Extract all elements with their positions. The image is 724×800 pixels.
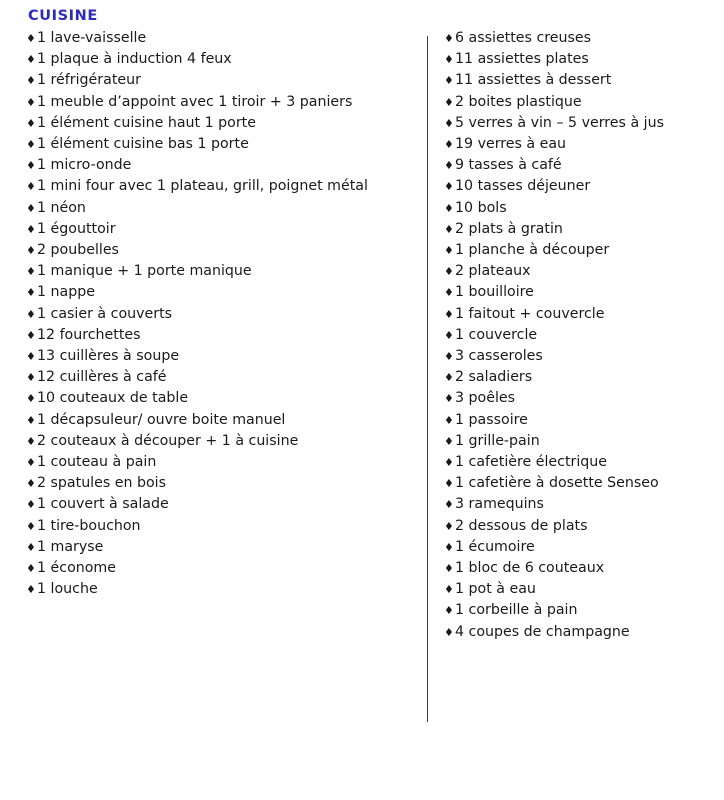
diamond-bullet-icon: ♦: [26, 244, 36, 258]
list-item: [26, 494, 410, 515]
list-item: [26, 537, 410, 558]
right-column: [410, 28, 710, 643]
diamond-bullet-icon: ♦: [26, 583, 36, 597]
list-item-label: 19 verres à eau: [455, 136, 567, 153]
list-item: [444, 622, 710, 643]
list-item: [444, 28, 710, 49]
diamond-bullet-icon: ♦: [26, 307, 36, 321]
diamond-bullet-icon: ♦: [26, 562, 36, 576]
diamond-bullet-icon: ♦: [444, 413, 454, 427]
list-item: [444, 558, 710, 579]
list-item: [26, 431, 410, 452]
two-column-layout: [14, 28, 710, 643]
list-item-label: 1 cafetière à dosette Senseo: [455, 475, 659, 492]
list-item: [26, 516, 410, 537]
diamond-bullet-icon: ♦: [26, 265, 36, 279]
list-item-label: 1 manique + 1 porte manique: [37, 263, 252, 280]
diamond-bullet-icon: ♦: [26, 540, 36, 554]
list-item-label: 10 tasses déjeuner: [455, 178, 591, 195]
list-item: [26, 579, 410, 600]
list-item-label: 1 louche: [37, 581, 98, 598]
diamond-bullet-icon: ♦: [26, 434, 36, 448]
diamond-bullet-icon: ♦: [26, 222, 36, 236]
list-item-label: 2 saladiers: [455, 369, 533, 386]
diamond-bullet-icon: ♦: [26, 201, 36, 215]
list-item-label: 1 couvert à salade: [37, 496, 169, 513]
list-item-label: 12 cuillères à café: [37, 369, 167, 386]
diamond-bullet-icon: ♦: [444, 562, 454, 576]
list-item: [26, 304, 410, 325]
list-item: [26, 410, 410, 431]
page-title: CUISINE: [28, 8, 98, 24]
diamond-bullet-icon: ♦: [444, 371, 454, 385]
diamond-bullet-icon: ♦: [444, 286, 454, 300]
list-item-label: 2 couteaux à découper + 1 à cuisine: [37, 432, 299, 449]
list-item-label: 1 élément cuisine haut 1 porte: [37, 114, 256, 131]
diamond-bullet-icon: ♦: [26, 53, 36, 67]
diamond-bullet-icon: ♦: [444, 138, 454, 152]
diamond-bullet-icon: ♦: [26, 159, 36, 173]
list-item: [26, 134, 410, 155]
list-item: [26, 49, 410, 70]
list-item: [26, 113, 410, 134]
list-item-label: 1 nappe: [37, 284, 95, 301]
diamond-bullet-icon: ♦: [444, 53, 454, 67]
diamond-bullet-icon: ♦: [444, 116, 454, 130]
list-item: [444, 304, 710, 325]
list-item-label: 1 couteau à pain: [37, 454, 157, 471]
list-item-label: 11 assiettes plates: [455, 51, 589, 68]
diamond-bullet-icon: ♦: [444, 350, 454, 364]
list-item: [26, 240, 410, 261]
diamond-bullet-icon: ♦: [26, 350, 36, 364]
list-item-label: 13 cuillères à soupe: [37, 348, 180, 365]
diamond-bullet-icon: ♦: [26, 371, 36, 385]
diamond-bullet-icon: ♦: [26, 519, 36, 533]
list-item: [26, 388, 410, 409]
diamond-bullet-icon: ♦: [26, 32, 36, 45]
diamond-bullet-icon: ♦: [26, 456, 36, 470]
list-item-label: 1 pot à eau: [455, 581, 536, 598]
list-item-label: 2 poubelles: [37, 242, 119, 259]
column-divider: [427, 36, 428, 722]
list-item: [26, 219, 410, 240]
list-item: [444, 155, 710, 176]
list-item: [444, 494, 710, 515]
list-item-label: 1 écumoire: [455, 538, 535, 555]
list-item: [444, 367, 710, 388]
diamond-bullet-icon: ♦: [444, 519, 454, 533]
list-item: [444, 410, 710, 431]
list-item: [444, 431, 710, 452]
list-item: [444, 176, 710, 197]
list-item: [444, 219, 710, 240]
list-item-label: 1 bloc de 6 couteaux: [455, 560, 605, 577]
list-item: [444, 113, 710, 134]
diamond-bullet-icon: ♦: [444, 456, 454, 470]
list-item: [26, 261, 410, 282]
diamond-bullet-icon: ♦: [444, 244, 454, 258]
list-item-label: 1 planche à découper: [455, 242, 610, 259]
list-item-label: 12 fourchettes: [37, 326, 141, 343]
list-item-label: 1 lave-vaisselle: [37, 30, 147, 46]
list-item: [26, 367, 410, 388]
list-item-label: 1 faitout + couvercle: [455, 305, 605, 322]
list-item-label: 1 passoire: [455, 411, 528, 428]
list-item-label: 1 corbeille à pain: [455, 602, 578, 619]
list-item: [444, 537, 710, 558]
list-item-label: 2 spatules en bois: [37, 475, 167, 492]
list-item: [444, 92, 710, 113]
list-item: [26, 325, 410, 346]
list-item: [26, 176, 410, 197]
diamond-bullet-icon: ♦: [444, 95, 454, 109]
diamond-bullet-icon: ♦: [444, 392, 454, 406]
list-item-label: 1 meuble d’appoint avec 1 tiroir + 3 paniers: [37, 93, 353, 110]
list-item: [26, 452, 410, 473]
list-item-label: 1 néon: [37, 199, 86, 216]
diamond-bullet-icon: ♦: [26, 413, 36, 427]
list-item-label: 11 assiettes à dessert: [455, 72, 612, 89]
diamond-bullet-icon: ♦: [444, 498, 454, 512]
list-item-label: 4 coupes de champagne: [455, 623, 630, 640]
diamond-bullet-icon: ♦: [26, 116, 36, 130]
list-item-label: 1 décapsuleur/ ouvre boite manuel: [37, 411, 286, 428]
list-item-label: 1 cafetière électrique: [455, 454, 608, 471]
diamond-bullet-icon: ♦: [444, 201, 454, 215]
list-item-label: 10 bols: [455, 199, 507, 216]
list-item: [26, 473, 410, 494]
list-item: [444, 600, 710, 621]
list-item: [444, 134, 710, 155]
inventory-list-right: [444, 28, 710, 643]
list-item-label: 2 boites plastique: [455, 93, 582, 110]
list-item: [444, 70, 710, 91]
diamond-bullet-icon: ♦: [26, 498, 36, 512]
list-item-label: 1 plaque à induction 4 feux: [37, 51, 232, 68]
list-item: [26, 282, 410, 303]
list-item: [444, 49, 710, 70]
diamond-bullet-icon: ♦: [444, 328, 454, 342]
list-item-label: 1 casier à couverts: [37, 305, 173, 322]
diamond-bullet-icon: ♦: [444, 74, 454, 88]
list-item-label: 1 micro-onde: [37, 157, 132, 174]
list-item: [444, 240, 710, 261]
list-item: [444, 198, 710, 219]
list-item: [444, 325, 710, 346]
diamond-bullet-icon: ♦: [444, 180, 454, 194]
diamond-bullet-icon: ♦: [26, 180, 36, 194]
diamond-bullet-icon: ♦: [26, 74, 36, 88]
list-item: [444, 516, 710, 537]
list-item: [26, 70, 410, 91]
diamond-bullet-icon: ♦: [444, 307, 454, 321]
list-item-label: 10 couteaux de table: [37, 390, 189, 407]
list-item-label: 1 maryse: [37, 538, 104, 555]
list-item: [444, 346, 710, 367]
diamond-bullet-icon: ♦: [26, 477, 36, 491]
list-item: [26, 198, 410, 219]
list-item-label: 1 élément cuisine bas 1 porte: [37, 136, 249, 153]
list-item-label: 3 ramequins: [455, 496, 544, 513]
list-item-label: 3 casseroles: [455, 348, 543, 365]
list-item-label: 9 tasses à café: [455, 157, 562, 174]
list-item: [444, 452, 710, 473]
list-item-label: 6 assiettes creuses: [455, 30, 591, 46]
list-item: [444, 579, 710, 600]
list-item-label: 2 plateaux: [455, 263, 531, 280]
diamond-bullet-icon: ♦: [26, 328, 36, 342]
list-item: [444, 282, 710, 303]
diamond-bullet-icon: ♦: [26, 392, 36, 406]
list-item-label: 1 égouttoir: [37, 220, 116, 237]
list-item: [444, 261, 710, 282]
left-column: [14, 28, 410, 600]
list-item-label: 1 mini four avec 1 plateau, grill, poignet métal: [37, 178, 368, 195]
list-item: [26, 28, 410, 49]
diamond-bullet-icon: ♦: [444, 265, 454, 279]
list-item-label: 3 poêles: [455, 390, 516, 407]
list-item-label: 5 verres à vin – 5 verres à jus: [455, 114, 664, 131]
list-item: [26, 558, 410, 579]
diamond-bullet-icon: ♦: [444, 477, 454, 491]
diamond-bullet-icon: ♦: [444, 434, 454, 448]
diamond-bullet-icon: ♦: [26, 95, 36, 109]
list-item-label: 1 bouilloire: [455, 284, 534, 301]
list-item: [26, 346, 410, 367]
diamond-bullet-icon: ♦: [26, 286, 36, 300]
diamond-bullet-icon: ♦: [444, 625, 454, 639]
list-item-label: 1 tire-bouchon: [37, 517, 141, 534]
list-item-label: 1 couvercle: [455, 326, 538, 343]
diamond-bullet-icon: ♦: [444, 32, 454, 45]
diamond-bullet-icon: ♦: [444, 583, 454, 597]
diamond-bullet-icon: ♦: [26, 138, 36, 152]
inventory-list-left: [26, 28, 410, 600]
list-item: [26, 155, 410, 176]
list-item-label: 1 réfrigérateur: [37, 72, 141, 89]
list-item-label: 1 économe: [37, 560, 116, 577]
list-item-label: 2 plats à gratin: [455, 220, 563, 237]
list-item-label: 1 grille-pain: [455, 432, 540, 449]
diamond-bullet-icon: ♦: [444, 159, 454, 173]
diamond-bullet-icon: ♦: [444, 604, 454, 618]
list-item-label: 2 dessous de plats: [455, 517, 588, 534]
diamond-bullet-icon: ♦: [444, 540, 454, 554]
diamond-bullet-icon: ♦: [444, 222, 454, 236]
list-item: [26, 92, 410, 113]
list-item: [444, 388, 710, 409]
list-item: [444, 473, 710, 494]
